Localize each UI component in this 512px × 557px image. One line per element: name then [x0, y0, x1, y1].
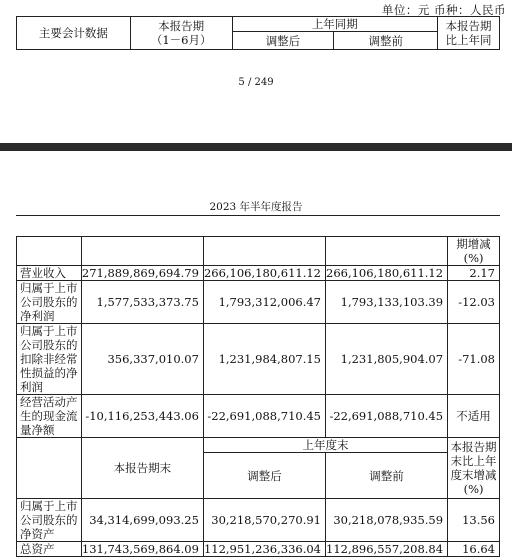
table-row — [17, 266, 500, 281]
header-change-period-end: 本报告期 末比上年 度末增减 (%) — [448, 438, 500, 499]
value-before: 1,793,133,103.39 — [326, 281, 448, 324]
page-number: 5 / 249 — [238, 77, 274, 88]
value-before: 30,218,078,935.59 — [326, 499, 448, 542]
header-adjusted: 调整后 — [232, 32, 334, 50]
value-current: 1,577,533,373.75 — [81, 281, 203, 324]
header-cell-blank — [17, 438, 82, 499]
header-period-end: 本报告期末 — [81, 438, 203, 499]
value-current: -10,116,253,443.06 — [81, 395, 203, 438]
table-row — [17, 499, 500, 542]
value-adjusted: 1,231,984,807.15 — [203, 324, 325, 395]
header-cell-blank — [203, 237, 325, 266]
table-row — [17, 542, 500, 557]
value-current: 34,314,699,093.25 — [81, 499, 203, 542]
value-adjusted: 1,793,312,006.47 — [203, 281, 325, 324]
header-before-adjustment: 调整前 — [326, 453, 448, 499]
key-accounting-data-table — [16, 236, 500, 557]
top-header-table — [16, 16, 500, 50]
value-change: 16.64 — [448, 542, 500, 557]
value-change: 2.17 — [448, 266, 500, 281]
header-change: 本报告期 比上年同 — [438, 17, 500, 50]
value-adjusted: 112,951,236,336.04 — [203, 542, 325, 557]
value-change: -12.03 — [448, 281, 500, 324]
value-adjusted: -22,691,088,710.45 — [203, 395, 325, 438]
value-before: -22,691,088,710.45 — [326, 395, 448, 438]
table-row — [17, 324, 500, 395]
header-cell-blank — [326, 237, 448, 266]
header-before-adjustment: 调整前 — [334, 32, 438, 50]
page-separator — [0, 143, 512, 151]
row-label: 归属于上市公司股东的扣除非经常性损益的净利润 — [17, 324, 82, 395]
header-prior-year-end: 上年度末 — [203, 438, 447, 453]
header-prior-period: 上年同期 — [232, 17, 438, 32]
row-label: 归属于上市公司股东的净利润 — [17, 281, 82, 324]
header-item: 主要会计数据 — [17, 17, 131, 50]
value-current: 356,337,010.07 — [81, 324, 203, 395]
table-row — [17, 281, 500, 324]
value-adjusted: 30,218,570,270.91 — [203, 499, 325, 542]
table-row — [17, 395, 500, 438]
value-before: 112,896,557,208.84 — [326, 542, 448, 557]
title-divider — [16, 215, 500, 216]
value-adjusted: 266,106,180,611.12 — [203, 266, 325, 281]
value-before: 1,231,805,904.07 — [326, 324, 448, 395]
header-change: 期增减 (%) — [448, 237, 500, 266]
value-current: 271,889,869,694.79 — [81, 266, 203, 281]
row-label: 归属于上市公司股东的净资产 — [17, 499, 82, 542]
header-cell-blank — [81, 237, 203, 266]
header-adjusted: 调整后 — [203, 453, 325, 499]
value-change: -71.08 — [448, 324, 500, 395]
unit-currency-note: 单位：元 币种：人民币 — [381, 3, 506, 17]
row-label: 经营活动产生的现金流量净额 — [17, 395, 82, 438]
value-change: 不适用 — [448, 395, 500, 438]
value-before: 266,106,180,611.12 — [326, 266, 448, 281]
report-title: 2023 年半年度报告 — [209, 201, 303, 213]
header-cell-blank — [17, 237, 82, 266]
row-label: 总资产 — [17, 542, 82, 557]
value-change: 13.56 — [448, 499, 500, 542]
header-current-period: 本报告期 （1－6月） — [130, 17, 232, 50]
value-current: 131,743,569,864.09 — [81, 542, 203, 557]
row-label: 营业收入 — [17, 266, 82, 281]
